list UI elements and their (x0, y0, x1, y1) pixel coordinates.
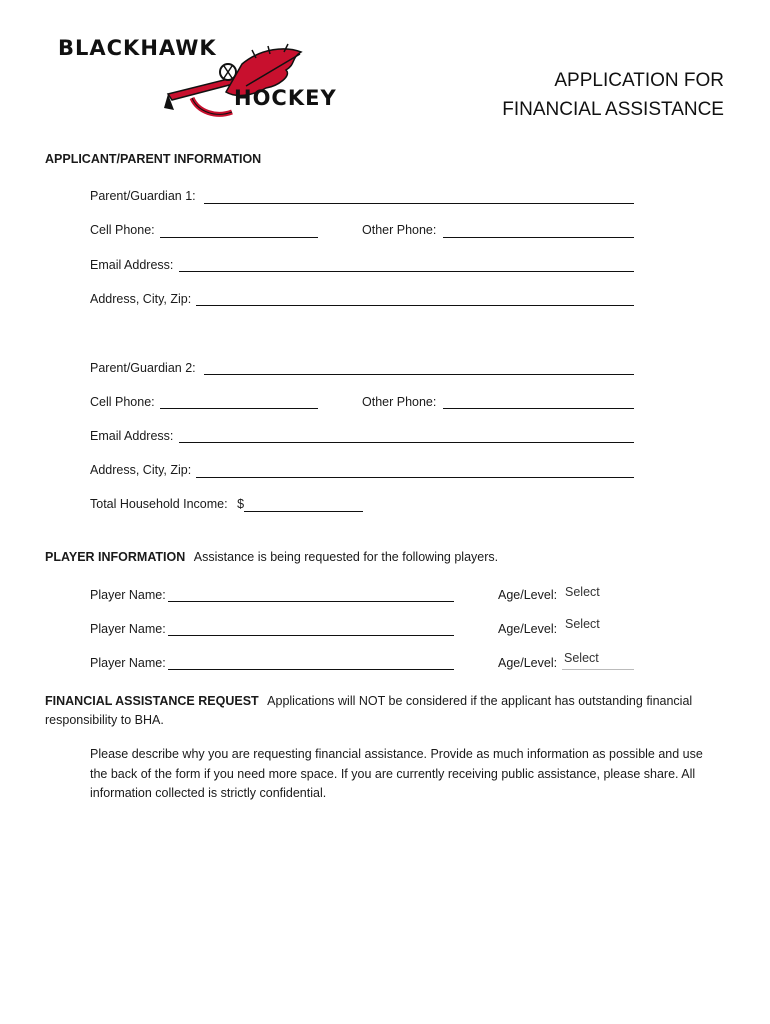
guardian1-other-phone-field[interactable] (443, 237, 634, 238)
household-income-field[interactable] (244, 511, 363, 512)
household-income-label-text: Total Household Income: (90, 497, 228, 511)
guardian1-email-field[interactable] (179, 271, 634, 272)
player-section-heading (45, 550, 498, 564)
request-section-note-line2: responsibility to BHA. (45, 713, 164, 727)
request-section-heading (45, 694, 692, 708)
guardian2-label: Parent/Guardian 2: (90, 361, 196, 375)
guardian1-address-label: Address, City, Zip: (90, 292, 192, 306)
logo-word-top: BLACKHAWK (58, 36, 217, 60)
guardian1-name-field[interactable] (204, 203, 634, 204)
player2-name-label: Player Name: (90, 622, 166, 636)
guardian2-other-phone-label: Other Phone: (362, 395, 437, 409)
guardian1-cell-field[interactable] (160, 237, 318, 238)
player2-name-field[interactable] (168, 635, 454, 636)
guardian2-name-field[interactable] (204, 374, 634, 375)
guardian1-label: Parent/Guardian 1: (90, 189, 196, 203)
logo-word-bottom: HOCKEY (234, 86, 337, 110)
player1-name-label: Player Name: (90, 588, 166, 602)
guardian1-cell-label: Cell Phone: (90, 223, 155, 237)
title-line-2: FINANCIAL ASSISTANCE (502, 99, 724, 120)
guardian2-email-label: Email Address: (90, 429, 174, 443)
guardian2-other-phone-field[interactable] (443, 408, 634, 409)
guardian2-email-field[interactable] (179, 442, 634, 443)
request-instructions-line-1: Please describe why you are requesting financial assistance. Provide as much information as possible and use (90, 747, 703, 761)
guardian2-address-field[interactable] (196, 477, 634, 478)
guardian2-cell-label: Cell Phone: (90, 395, 155, 409)
player1-age-select[interactable]: Select (565, 585, 600, 599)
blackhawk-hockey-logo (56, 36, 356, 118)
player2-age-label: Age/Level: (498, 622, 558, 636)
guardian2-address-label: Address, City, Zip: (90, 463, 192, 477)
player-section-title: PLAYER INFORMATION (45, 550, 186, 564)
request-section-note: Applications will NOT be considered if the applicant has outstanding financial (267, 694, 693, 708)
applicant-section-heading: APPLICANT/PARENT INFORMATION (45, 152, 262, 166)
request-instructions-line-2: the back of the form if you need more space. If you are currently receiving public assistance, please share. All (90, 766, 696, 781)
request-section-title: FINANCIAL ASSISTANCE REQUEST (45, 694, 259, 708)
player3-name-label: Player Name: (90, 656, 166, 670)
guardian2-cell-field[interactable] (160, 408, 318, 409)
player3-name-field[interactable] (168, 669, 454, 670)
guardian1-other-phone-label: Other Phone: (362, 223, 437, 237)
player3-age-select[interactable]: Select (564, 651, 599, 665)
player-section-subtitle: Assistance is being requested for the following players. (193, 550, 499, 564)
player1-age-label: Age/Level: (498, 588, 558, 602)
income-dollar-sign: $ (237, 497, 245, 511)
request-instructions (90, 745, 703, 804)
player3-age-label: Age/Level: (498, 656, 558, 670)
guardian1-address-field[interactable] (196, 305, 634, 306)
form-title (502, 66, 724, 124)
player2-age-select[interactable]: Select (565, 617, 600, 631)
player1-name-field[interactable] (168, 601, 454, 602)
request-instructions-line-3: information collected is strictly confidential. (90, 786, 327, 800)
household-income-label (90, 497, 244, 511)
title-line-1: APPLICATION FOR (554, 70, 724, 91)
guardian1-email-label: Email Address: (90, 258, 174, 272)
player3-age-select-underline (562, 669, 634, 670)
